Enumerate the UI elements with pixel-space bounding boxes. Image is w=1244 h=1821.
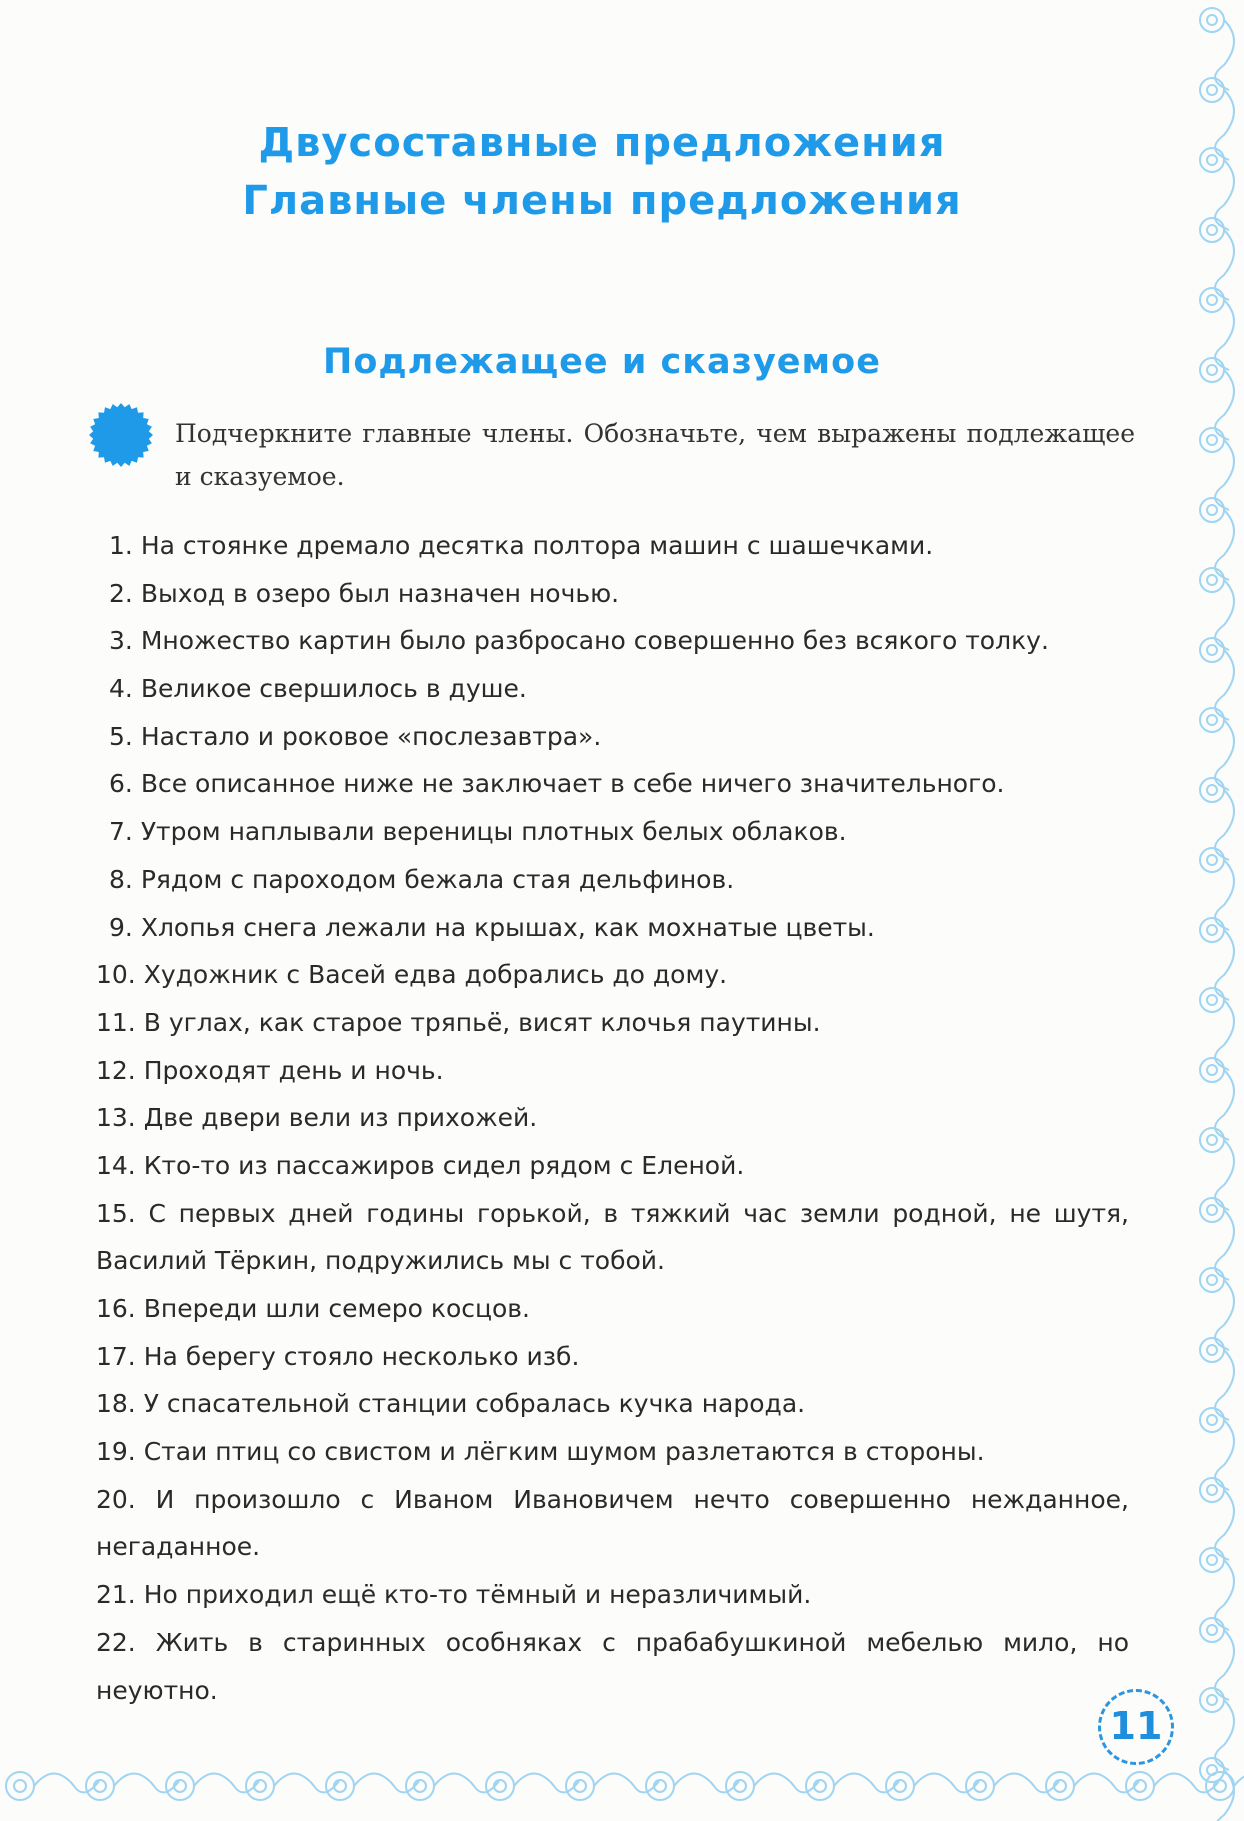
list-item — [56, 856, 1129, 904]
list-item-number: 16. — [96, 1294, 136, 1324]
list-item-text: Художник с Васей едва добрались до дому. — [143, 960, 728, 990]
list-item-number: 15. — [96, 1198, 136, 1228]
list-item — [56, 617, 1129, 665]
list-item-number: 9. — [109, 912, 133, 942]
list-item-number: 11. — [96, 1007, 136, 1037]
list-item — [56, 1476, 1129, 1571]
list-item-text: Утром наплывали вереницы плотных белых облаков. — [140, 817, 847, 847]
list-item — [56, 1333, 1129, 1381]
list-item — [56, 1047, 1129, 1095]
list-item-text: Множество картин было разбросано совершенно без всякого толку. — [140, 626, 1049, 656]
list-item — [56, 1428, 1129, 1476]
list-item-number: 14. — [96, 1150, 136, 1180]
list-item — [56, 1285, 1129, 1333]
floral-ornament-footer — [0, 1711, 1244, 1821]
list-item-text: У спасательной станции собралась кучка народа. — [143, 1389, 806, 1419]
list-item-number: 13. — [96, 1103, 136, 1133]
sentence-list — [56, 522, 1129, 1714]
list-item — [56, 665, 1129, 713]
list-item — [56, 951, 1129, 999]
list-item — [56, 760, 1129, 808]
list-item — [56, 1619, 1129, 1714]
section-subtitle: Подлежащее и сказуемое — [323, 342, 881, 382]
list-item-number: 10. — [96, 960, 136, 990]
list-item-text: На стоянке дремало десятка полтора машин с шашечками. — [140, 531, 934, 560]
list-item — [56, 904, 1129, 952]
list-item-text: На берегу стояло несколько изб. — [143, 1341, 580, 1371]
list-item-text: Две двери вели из прихожей. — [143, 1103, 538, 1133]
list-item-text: Все описанное ниже не заключает в себе ничего значительного. — [140, 769, 1005, 799]
list-item — [56, 570, 1129, 618]
list-item-text: Настало и роковое «послезавтра». — [140, 721, 602, 751]
floral-ornament-border — [1154, 0, 1244, 1821]
page-title-line-1: Двусоставные предложения — [258, 120, 946, 166]
list-item-text: Кто-то из пассажиров сидел рядом с Еленой. — [143, 1150, 745, 1180]
list-item-text: С первых дней годины горькой, в тяжкий час земли родной, не шутя, Василий Тёркин, подружились мы с тобой. — [96, 1198, 1129, 1276]
list-item — [56, 1380, 1129, 1428]
list-item-number: 8. — [109, 864, 133, 894]
list-item-number: 2. — [109, 578, 133, 608]
list-item-text: И произошло с Иваном Ивановичем нечто совершенно нежданное, негаданное. — [96, 1484, 1129, 1562]
list-item — [56, 808, 1129, 856]
list-item-text: Но приходил ещё кто-то тёмный и неразличимый. — [143, 1580, 812, 1610]
list-item — [56, 522, 1129, 570]
list-item-number: 19. — [96, 1437, 136, 1467]
task-instruction: Подчеркните главные члены. Обозначьте, чем выражены подлежащее и сказуемое. — [175, 419, 1135, 491]
list-item-text: Проходят день и ночь. — [143, 1055, 444, 1085]
list-item — [56, 1142, 1129, 1190]
list-item-number: 17. — [96, 1341, 136, 1371]
list-item-text: Хлопья снега лежали на крышах, как мохнатые цветы. — [140, 912, 875, 942]
list-item-number: 21. — [96, 1580, 136, 1610]
list-item-text: Жить в старинных особняках с прабабушкиной мебелью мило, но неуютно. — [96, 1627, 1129, 1705]
list-item-number: 5. — [109, 721, 133, 751]
list-item-text: Выход в озеро был назначен ночью. — [140, 578, 620, 608]
list-item-text: Великое свершилось в душе. — [140, 674, 527, 704]
list-item — [56, 1571, 1129, 1619]
list-item — [56, 1094, 1129, 1142]
list-item-text: Впереди шли семеро косцов. — [143, 1294, 530, 1324]
page-title-line-2: Главные члены предложения — [242, 178, 962, 224]
list-item-number: 3. — [109, 626, 133, 656]
list-item-number: 6. — [109, 769, 133, 799]
list-item-number: 4. — [109, 674, 133, 704]
list-item-number: 1. — [109, 531, 133, 560]
list-item-number: 12. — [96, 1055, 136, 1085]
list-item-number: 18. — [96, 1389, 136, 1419]
list-item-number: 7. — [109, 817, 133, 847]
list-item-text: Рядом с пароходом бежала стая дельфинов. — [140, 864, 735, 894]
list-item-number: 22. — [96, 1627, 136, 1657]
list-item — [56, 1190, 1129, 1285]
page-number: 11 — [1098, 1689, 1174, 1765]
list-item-text: Стаи птиц со свистом и лёгким шумом разлетаются в стороны. — [143, 1437, 985, 1467]
task-badge-icon — [88, 402, 154, 468]
list-item-number: 20. — [96, 1484, 136, 1514]
list-item — [56, 999, 1129, 1047]
list-item-text: В углах, как старое тряпьё, висят клочья паутины. — [143, 1007, 821, 1037]
list-item — [56, 713, 1129, 761]
